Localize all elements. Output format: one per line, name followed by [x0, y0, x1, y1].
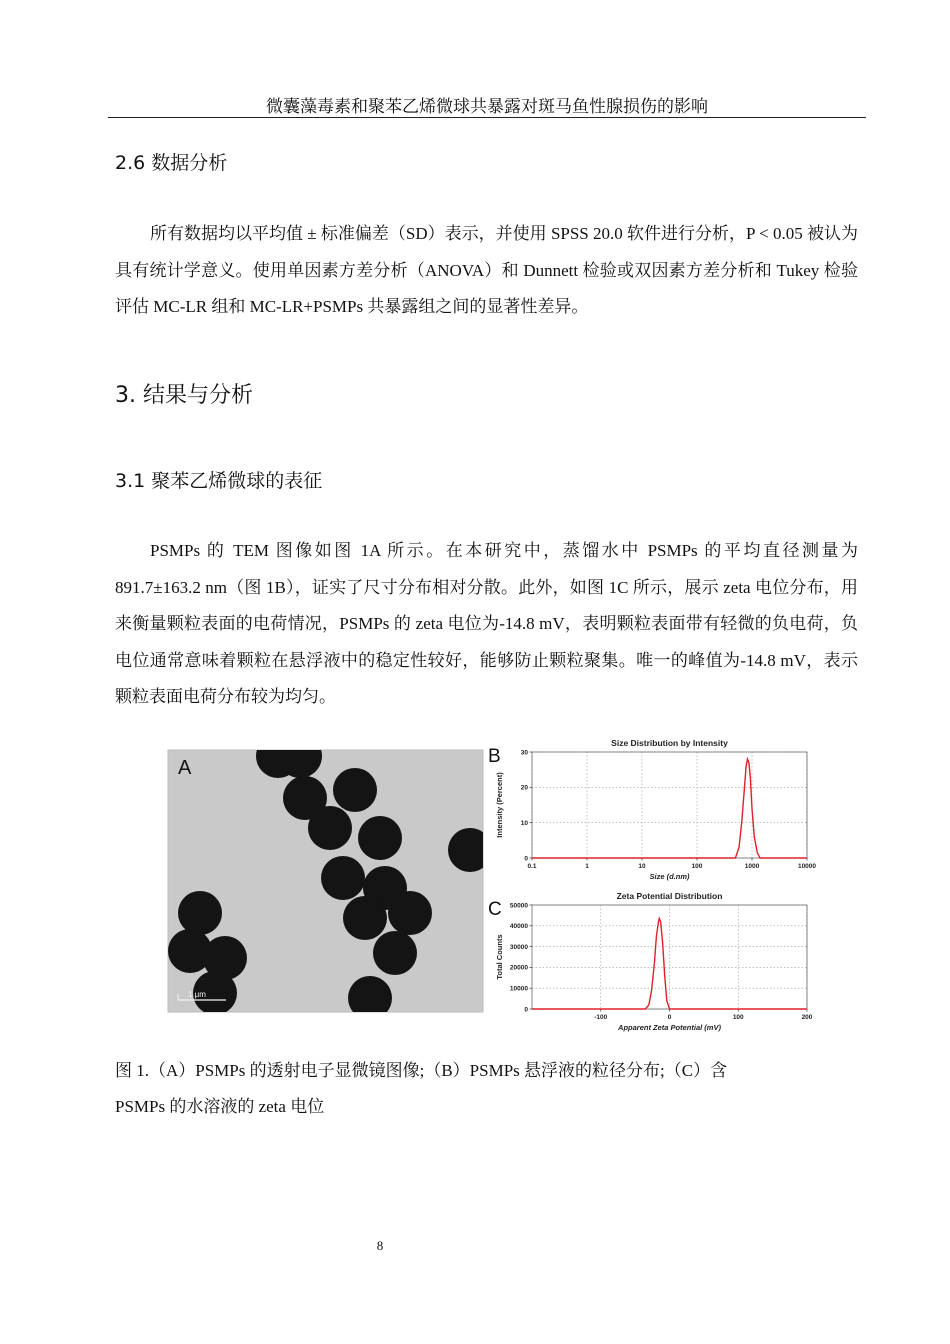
y-tick-label: 10 — [520, 819, 528, 827]
section-heading-3-1: 3.1 聚苯乙烯微球的表征 — [115, 470, 323, 492]
chart-title: Size Distribution by Intensity — [611, 738, 728, 748]
y-tick-label: 30 — [520, 749, 528, 757]
figure-caption-line-1: 图 1.（A）PSMPs 的透射电子显微镜图像;（B）PSMPs 悬浮液的粒径分布;（C）含 — [115, 1061, 728, 1080]
tem-image-panel — [168, 738, 492, 1020]
tem-particle — [348, 976, 392, 1020]
tem-particle — [388, 891, 432, 935]
header-rule — [108, 117, 866, 118]
paragraph-characterization: PSMPs 的 TEM 图像如图 1A 所示。在本研究中，蒸馏水中 PSMPs 的平均直径测量为 891.7±163.2 nm（图 1B），证实了尺寸分布相对分散。此外，如图 1C 所示，展示 zeta 电位分布，用来衡量颗粒表面的电荷情况，PSMPs 的 zeta 电位为-14.8 mV，表明颗粒表面带有轻微的负电荷，负电位通常意味着颗粒在悬浮液中的稳定性较好，能够防止颗粒聚集。唯一的峰值为-14.8 mV，表示颗粒表面电荷分布较为均匀。 — [115, 541, 858, 706]
figure-1-svg — [140, 738, 820, 1038]
panel-label: B — [488, 746, 501, 767]
y-tick-label: 20 — [520, 784, 528, 792]
x-tick-label: 1 — [585, 863, 589, 870]
y-axis-label: Total Counts — [495, 934, 504, 980]
x-tick-label: 200 — [801, 1014, 813, 1021]
tem-particle — [333, 768, 377, 812]
data-series-line — [532, 759, 807, 858]
tem-particle — [321, 856, 365, 900]
y-tick-label: 30000 — [509, 943, 528, 951]
y-tick-label: 20000 — [509, 964, 528, 972]
panel-label-a: A — [178, 757, 192, 779]
y-tick-label: 40000 — [509, 923, 528, 931]
running-header: 微囊藻毒素和聚苯乙烯微球共暴露对斑马鱼性腺损伤的影响 — [266, 97, 708, 116]
tem-particle — [308, 806, 352, 850]
tem-particle — [373, 931, 417, 975]
x-axis-label: Apparent Zeta Potential (mV) — [618, 1023, 721, 1032]
section-heading-2-6: 2.6 数据分析 — [115, 152, 228, 174]
x-tick-label: -100 — [594, 1014, 608, 1021]
scale-bar-label: 1 μm — [188, 990, 206, 999]
y-tick-label: 50000 — [509, 902, 528, 910]
tem-particle — [343, 896, 387, 940]
zeta-potential-chart — [488, 891, 813, 1032]
x-tick-label: 0.1 — [527, 863, 537, 870]
plot-frame — [532, 752, 807, 858]
data-series-line — [532, 919, 807, 1010]
size-distribution-chart — [488, 738, 816, 881]
x-tick-label: 10000 — [797, 863, 817, 870]
y-tick-label: 0 — [524, 1006, 528, 1014]
x-tick-label: 1000 — [744, 863, 760, 870]
x-axis-label: Size (d.nm) — [649, 872, 690, 881]
x-tick-label: 100 — [732, 1014, 744, 1021]
chart-title: Zeta Potential Distribution — [616, 891, 723, 901]
x-tick-label: 10 — [638, 863, 646, 870]
tem-particle — [178, 891, 222, 935]
x-tick-label: 0 — [667, 1014, 672, 1021]
y-axis-label: Intensity (Percent) — [495, 772, 504, 838]
y-tick-label: 10000 — [509, 985, 528, 993]
x-tick-label: 100 — [691, 863, 703, 870]
section-heading-3: 3. 结果与分析 — [115, 383, 253, 408]
y-tick-label: 0 — [524, 855, 528, 863]
panel-label: C — [488, 899, 502, 920]
paragraph-data-analysis: 所有数据均以平均值 ± 标准偏差（SD）表示，并使用 SPSS 20.0 软件进行分析，P < 0.05 被认为具有统计学意义。使用单因素方差分析（ANOVA）和 Dunnett 检验或双因素方差分析和 Tukey 检验评估 MC-LR 组和 MC-LR+PSMPs 共暴露组之间的显著性差异。 — [115, 224, 858, 316]
tem-particle — [448, 828, 492, 872]
figure-1 — [140, 738, 820, 1038]
figure-caption-line-2: PSMPs 的水溶液的 zeta 电位 — [115, 1097, 325, 1116]
page-number: 8 — [376, 1238, 384, 1253]
tem-particle — [358, 816, 402, 860]
